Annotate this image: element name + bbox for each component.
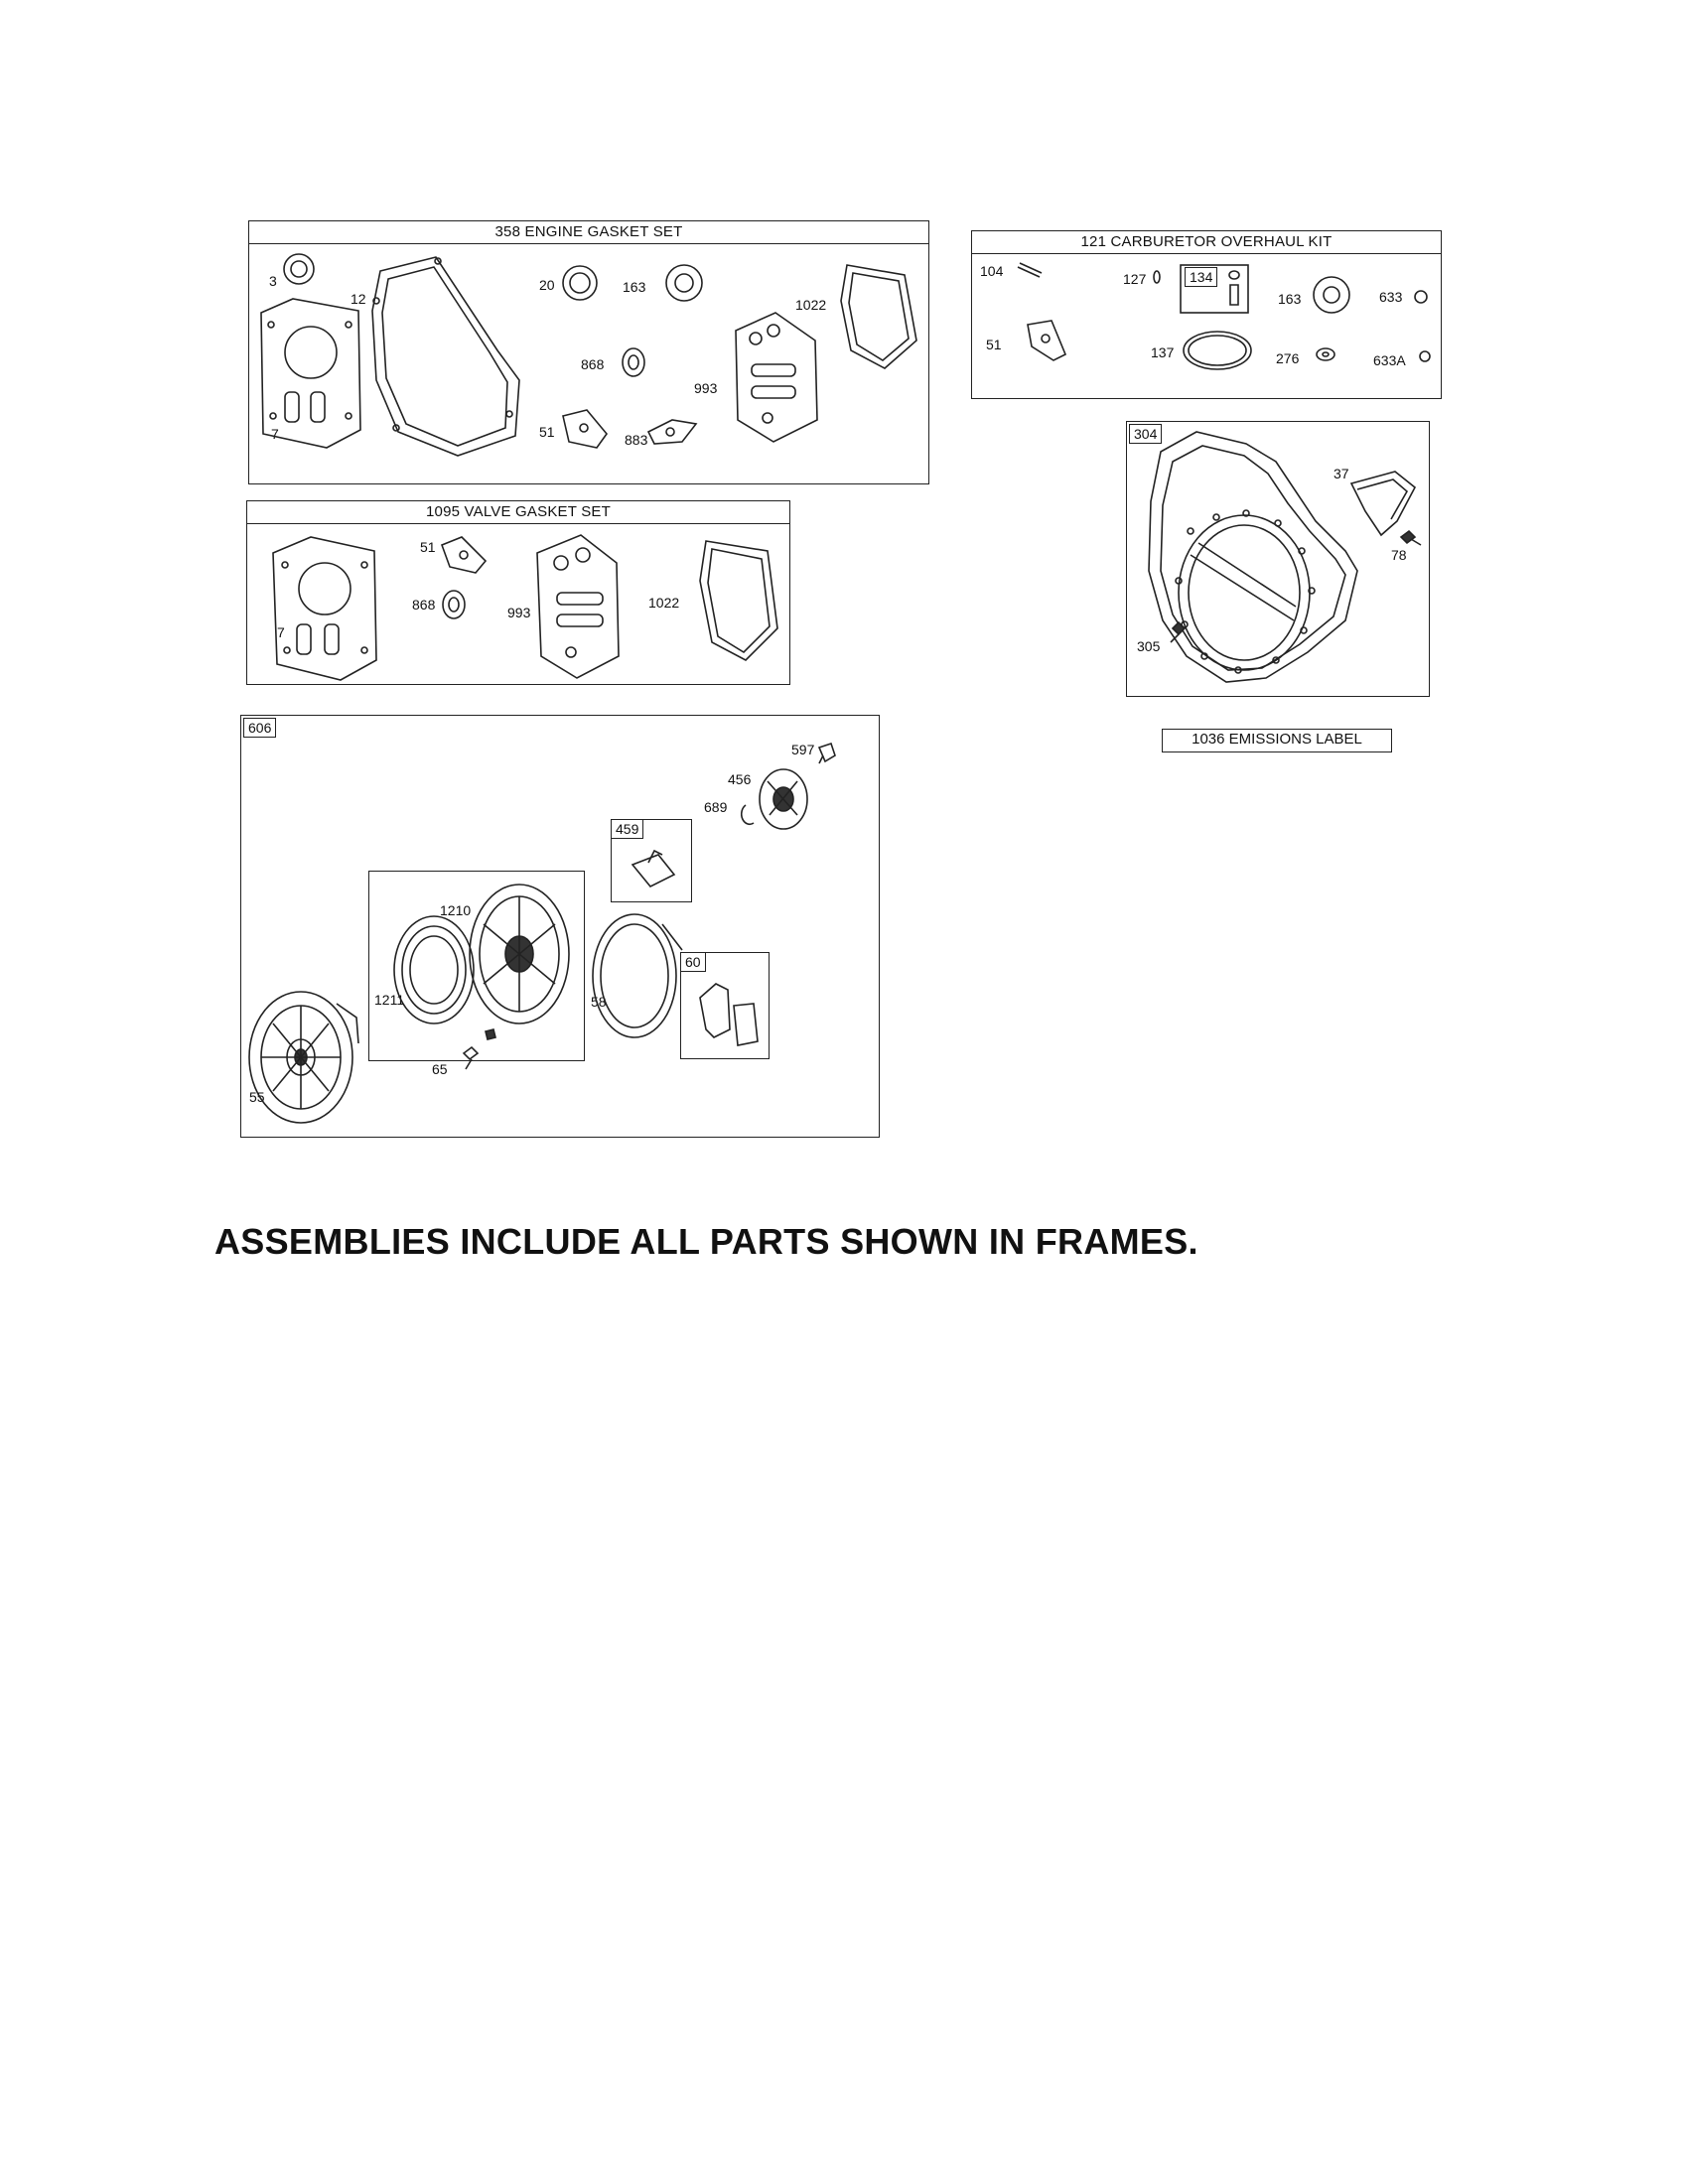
part-label-65: 65 xyxy=(432,1061,448,1077)
part-label-163: 163 xyxy=(623,279,646,295)
valve-gasket-set-title: 1095 VALVE GASKET SET xyxy=(247,501,789,524)
carburetor-kit-drawing xyxy=(972,231,1443,400)
part-label-1022: 1022 xyxy=(795,297,827,313)
part-label-37: 37 xyxy=(1333,466,1349,481)
part-label-58: 58 xyxy=(591,994,607,1010)
rewind-starter-drawing xyxy=(241,716,881,1139)
valve-gasket-set-frame xyxy=(246,500,790,685)
carburetor-kit-title: 121 CARBURETOR OVERHAUL KIT xyxy=(972,231,1441,254)
part-label-883: 883 xyxy=(625,432,648,448)
part-label-127: 127 xyxy=(1123,271,1147,287)
part-label-51: 51 xyxy=(539,424,555,440)
part-label-1211: 1211 xyxy=(374,992,405,1008)
blower-housing-drawing xyxy=(1127,422,1431,698)
part-label-7: 7 xyxy=(271,426,279,442)
blower-housing-frame xyxy=(1126,421,1430,697)
part-label-163: 163 xyxy=(1278,291,1302,307)
part-label-276: 276 xyxy=(1276,350,1300,366)
valve-gaskets-drawing xyxy=(247,501,791,686)
part-label-78: 78 xyxy=(1391,547,1407,563)
part-label-7: 7 xyxy=(277,624,285,640)
part-label-137: 137 xyxy=(1151,344,1175,360)
part-label-305: 305 xyxy=(1137,638,1161,654)
pawl-tag: 459 xyxy=(611,819,643,839)
engine-gasket-set-frame xyxy=(248,220,929,484)
part-tag-134: 134 xyxy=(1185,267,1217,287)
part-label-456: 456 xyxy=(728,771,752,787)
part-label-12: 12 xyxy=(351,291,366,307)
part-label-633A: 633A xyxy=(1373,352,1406,368)
part-label-1022: 1022 xyxy=(648,595,680,611)
carburetor-kit-frame xyxy=(971,230,1442,399)
part-label-1210: 1210 xyxy=(440,902,472,918)
part-label-993: 993 xyxy=(507,605,531,620)
part-label-20: 20 xyxy=(539,277,555,293)
part-label-993: 993 xyxy=(694,380,718,396)
part-label-868: 868 xyxy=(412,597,436,613)
part-label-689: 689 xyxy=(704,799,728,815)
part-label-597: 597 xyxy=(791,742,815,757)
part-label-633: 633 xyxy=(1379,289,1403,305)
part-label-868: 868 xyxy=(581,356,605,372)
engine-gaskets-drawing xyxy=(249,221,930,485)
handle-tag: 60 xyxy=(680,952,706,972)
part-label-51: 51 xyxy=(986,337,1002,352)
emissions-label: 1036 EMISSIONS LABEL xyxy=(1162,729,1392,752)
rewind-starter-frame xyxy=(240,715,880,1138)
part-label-51: 51 xyxy=(420,539,436,555)
rewind-starter-tag: 606 xyxy=(243,718,276,738)
part-label-3: 3 xyxy=(269,273,277,289)
engine-gasket-set-title: 358 ENGINE GASKET SET xyxy=(249,221,928,244)
assembly-note: ASSEMBLIES INCLUDE ALL PARTS SHOWN IN FRAMES. xyxy=(214,1221,1198,1262)
part-label-104: 104 xyxy=(980,263,1004,279)
blower-housing-tag: 304 xyxy=(1129,424,1162,444)
part-label-55: 55 xyxy=(249,1089,265,1105)
